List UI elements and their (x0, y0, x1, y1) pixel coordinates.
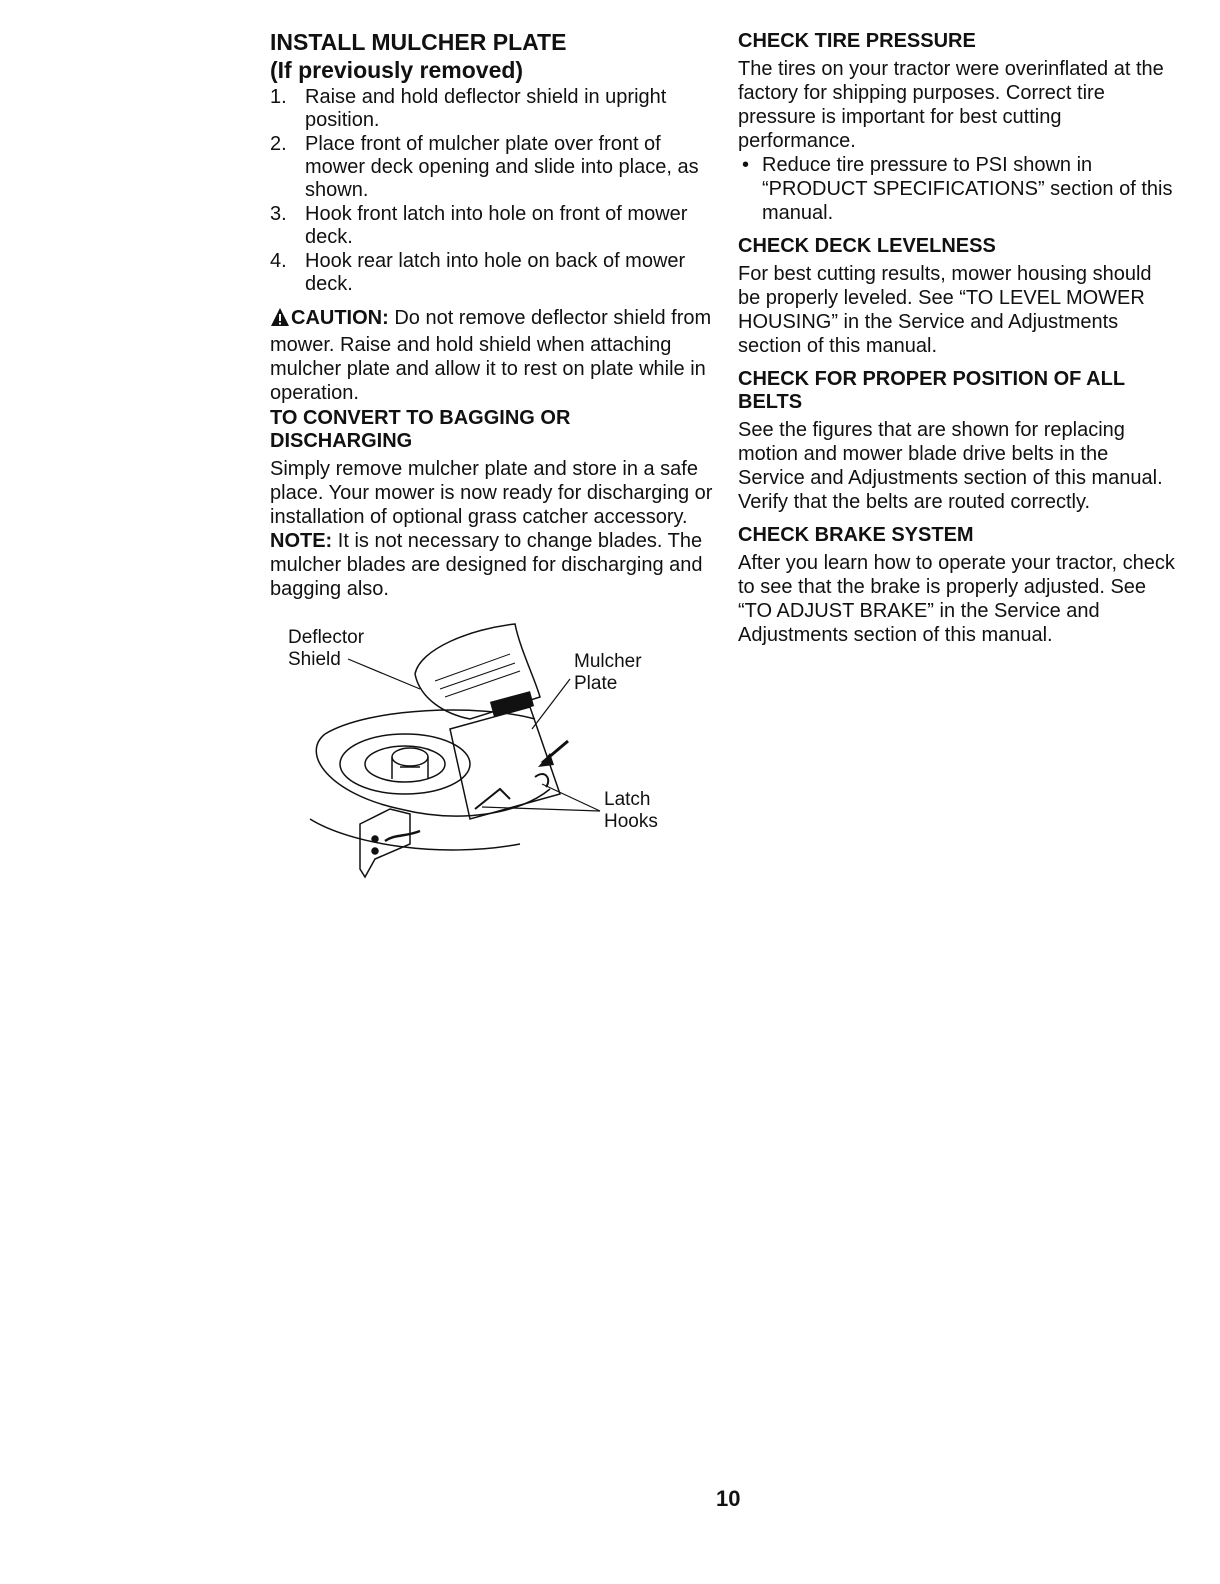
latch-hook-shape (535, 774, 548, 787)
step-number: 1. (270, 86, 287, 108)
deck-levelness-heading: CHECK DECK LEVELNESS (738, 235, 996, 257)
step-number: 4. (270, 250, 287, 272)
left-column (270, 28, 715, 889)
convert-text: Simply remove mulcher plate and store in a safe place. Your mower is now ready for discharging or installation of optional grass catcher accessory. (270, 458, 713, 528)
label-line: Mulcher (574, 651, 642, 672)
spindle-pulley (392, 748, 428, 766)
list-item (738, 153, 1178, 225)
belts-text: See the figures that are shown for replacing motion and mower blade drive belts in the Service and Adjustments section of this manual. Verify that the belts are routed correctly. (738, 419, 1163, 513)
label-line: Plate (574, 673, 618, 694)
right-column (738, 28, 1178, 647)
label-line: Shield (288, 649, 341, 670)
mulcher-leader-line (532, 679, 570, 729)
note-label: NOTE: (270, 530, 333, 552)
deck-levelness-text: For best cutting results, mower housing should be properly leveled. See “TO LEVEL MOWER HOUSING” in the Service and Adjustments section of this manual. (738, 263, 1152, 357)
belts-heading: CHECK FOR PROPER POSITION OF ALL BELTS (738, 368, 1125, 413)
warning-triangle-icon (270, 307, 290, 333)
install-steps-list (270, 86, 715, 296)
step-number: 3. (270, 203, 287, 225)
tire-pressure-text: The tires on your tractor were overinflated at the factory for shipping purposes. Correct tire pressure is important for best cutting performance. (738, 58, 1164, 152)
list-item (270, 86, 715, 132)
label-deflector (288, 627, 364, 671)
step-text: Hook front latch into hole on front of mower deck. (305, 203, 688, 248)
step-number: 2. (270, 133, 287, 155)
note-paragraph (270, 529, 715, 601)
list-item (270, 250, 715, 296)
mount-bracket (360, 809, 410, 877)
brake-text: After you learn how to operate your tractor, check to see that the brake is properly adjusted. See “TO ADJUST BRAKE” in the Service and Adjustments section of this manual. (738, 552, 1175, 646)
label-line: Hooks (604, 811, 658, 832)
mulcher-plate-figure (270, 619, 690, 889)
tire-bullet-list (738, 153, 1178, 225)
latch-leader-line (542, 784, 600, 811)
step-text: Hook rear latch into hole on back of mower deck. (305, 250, 686, 295)
list-item (270, 133, 715, 202)
label-line: Latch (604, 789, 651, 810)
page-number: 10 (716, 1486, 741, 1511)
brake-heading: CHECK BRAKE SYSTEM (738, 524, 974, 546)
step-text: Raise and hold deflector shield in upright position. (305, 86, 667, 131)
caution-text: Do not remove deflector shield from mower. Raise and hold shield when attaching mulcher plate and allow it to rest on plate while in operation. (270, 307, 712, 404)
deck-bottom-curve (310, 819, 520, 850)
label-latch-hooks (604, 789, 658, 833)
bullet-text: Reduce tire pressure to PSI shown in “PRODUCT SPECIFICATIONS” section of this manual. (762, 154, 1173, 224)
list-item (270, 203, 715, 249)
label-line: Deflector (288, 627, 365, 648)
bullet-dot-icon: • (742, 154, 750, 176)
caution-paragraph (270, 306, 715, 405)
note-text: It is not necessary to change blades. The mulcher blades are designed for discharging and bagging also. (270, 530, 703, 600)
convert-heading: TO CONVERT TO BAGGING OR DISCHARGING (270, 407, 571, 452)
tire-pressure-heading: CHECK TIRE PRESSURE (738, 30, 976, 52)
step-text: Place front of mulcher plate over front of mower deck opening and slide into place, as shown. (305, 133, 699, 201)
section-subtitle: (If previously removed) (270, 57, 524, 83)
section-title-install-mulcher: INSTALL MULCHER PLATE (270, 29, 567, 55)
blade-circle (340, 734, 470, 794)
caution-label: CAUTION: (291, 307, 389, 329)
label-mulcher-plate (574, 651, 642, 695)
